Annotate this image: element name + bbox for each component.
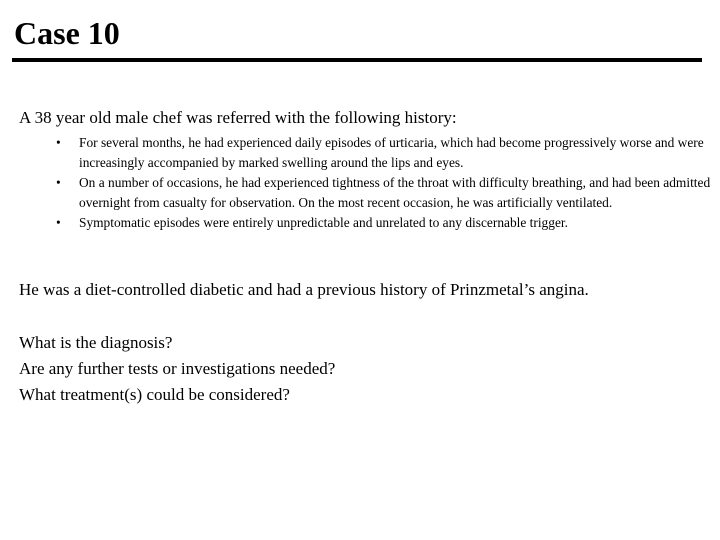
history-bullet-text: Symptomatic episodes were entirely unpredictable and unrelated to any discernable trigger. bbox=[79, 215, 568, 230]
history-bullet-item bbox=[56, 213, 716, 233]
question-list bbox=[19, 330, 335, 408]
bullet-icon: • bbox=[56, 175, 61, 190]
case-intro: A 38 year old male chef was referred with the following history: bbox=[19, 108, 457, 127]
question-treatment: What treatment(s) could be considered? bbox=[19, 385, 290, 404]
history-bullet-item bbox=[56, 133, 716, 173]
question-diagnosis: What is the diagnosis? bbox=[19, 333, 173, 352]
bullet-icon: • bbox=[56, 215, 61, 230]
history-bullet-list bbox=[56, 133, 716, 233]
history-bullet-item bbox=[56, 173, 716, 213]
history-bullet-text: On a number of occasions, he had experienced tightness of the throat with difficulty breathing, and had been admitted overnight from casualty for observation. On the most recent occasion, he was artificially ventilated. bbox=[79, 175, 711, 210]
title-underline-rule bbox=[12, 58, 702, 62]
history-bullet-text: For several months, he had experienced daily episodes of urticaria, which had become progressively worse and were increasingly accompanied by marked swelling around the lips and eyes. bbox=[79, 135, 704, 170]
question-further-tests: Are any further tests or investigations needed? bbox=[19, 359, 336, 378]
bullet-icon: • bbox=[56, 135, 61, 150]
slide-title: Case 10 bbox=[14, 15, 120, 51]
medical-history-summary: He was a diet-controlled diabetic and had a previous history of Prinzmetal’s angina. bbox=[19, 280, 589, 299]
